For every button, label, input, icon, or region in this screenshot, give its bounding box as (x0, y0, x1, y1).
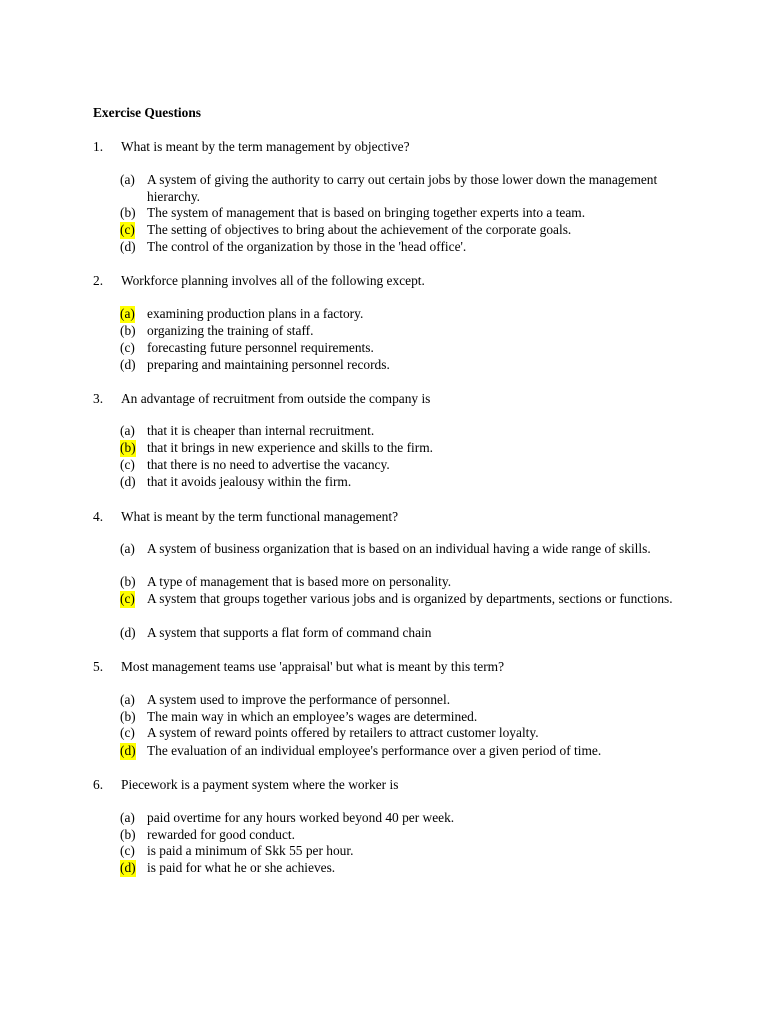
answer-option (120, 222, 690, 239)
answer-option (120, 205, 690, 222)
page-title: Exercise Questions (93, 105, 201, 120)
answer-option (120, 725, 690, 742)
option-text: that it avoids jealousy within the firm. (147, 474, 352, 489)
answer-option (120, 591, 690, 608)
option-text: A system of business organization that is based on an individual having a wide range of skills. (147, 541, 651, 556)
option-letter: (c) (120, 843, 135, 858)
question-text: Most management teams use 'appraisal' but what is meant by this term? (121, 659, 505, 674)
option-text: A system used to improve the performance of personnel. (147, 692, 451, 707)
option-letter-highlighted: (c) (120, 222, 135, 237)
question-text: What is meant by the term management by objective? (121, 139, 410, 154)
answer-option (120, 457, 690, 474)
answer-option (120, 574, 690, 591)
option-text: The system of management that is based on bringing together experts into a team. (147, 205, 586, 220)
option-letter: (a) (120, 692, 135, 707)
question-number: 5. (93, 659, 104, 674)
question-text: An advantage of recruitment from outside the company is (121, 391, 431, 406)
question-text: Workforce planning involves all of the following except. (121, 273, 425, 288)
option-letter-highlighted: (c) (120, 591, 135, 606)
option-text: A system of reward points offered by retailers to attract customer loyalty. (147, 725, 539, 740)
option-letter: (c) (120, 457, 135, 472)
answer-option (120, 692, 690, 709)
answer-option (120, 340, 690, 357)
option-letter: (d) (120, 625, 136, 640)
option-text: preparing and maintaining personnel records. (147, 357, 390, 372)
answer-option (120, 440, 690, 457)
answer-option (120, 172, 690, 206)
option-letter: (a) (120, 172, 135, 187)
option-text: A system of giving the authority to carry out certain jobs by those lower down the management hierarchy. (147, 172, 658, 204)
answer-option (120, 709, 690, 726)
answer-option (120, 357, 690, 374)
option-text: A type of management that is based more on personality. (147, 574, 452, 589)
question-text: What is meant by the term functional management? (121, 509, 399, 524)
answer-option (120, 860, 690, 877)
option-letter: (a) (120, 541, 135, 556)
question-number: 1. (93, 139, 104, 154)
option-text: The evaluation of an individual employee's performance over a given period of time. (147, 743, 602, 758)
option-letter-highlighted: (b) (120, 440, 136, 455)
option-text: A system that groups together various jobs and is organized by departments, sections or functions. (147, 591, 673, 606)
answer-option (120, 323, 690, 340)
option-text: that it is cheaper than internal recruitment. (147, 423, 375, 438)
option-letter: (d) (120, 239, 136, 254)
option-text: is paid a minimum of Skk 55 per hour. (147, 843, 354, 858)
answer-option (120, 474, 690, 491)
option-letter: (b) (120, 205, 136, 220)
option-text: that there is no need to advertise the vacancy. (147, 457, 390, 472)
option-text: is paid for what he or she achieves. (147, 860, 336, 875)
question-number: 2. (93, 273, 104, 288)
option-letter-highlighted: (d) (120, 860, 136, 875)
option-text: forecasting future personnel requirements. (147, 340, 374, 355)
option-letter: (b) (120, 323, 136, 338)
answer-option (120, 843, 690, 860)
answer-option (120, 239, 690, 256)
option-text: that it brings in new experience and skills to the firm. (147, 440, 433, 455)
option-letter: (d) (120, 474, 136, 489)
option-letter-highlighted: (a) (120, 306, 135, 321)
option-text: The setting of objectives to bring about the achievement of the corporate goals. (147, 222, 572, 237)
option-text: A system that supports a flat form of command chain (147, 625, 432, 640)
answer-option (120, 306, 690, 323)
option-letter: (c) (120, 725, 135, 740)
option-letter: (d) (120, 357, 136, 372)
option-text: The main way in which an employee’s wages are determined. (147, 709, 478, 724)
option-text: examining production plans in a factory. (147, 306, 364, 321)
answer-option (120, 810, 690, 827)
question-number: 3. (93, 391, 104, 406)
question-number: 6. (93, 777, 104, 792)
option-letter: (b) (120, 574, 136, 589)
answer-option (120, 827, 690, 844)
option-text: rewarded for good conduct. (147, 827, 295, 842)
option-letter: (c) (120, 340, 135, 355)
option-text: paid overtime for any hours worked beyond 40 per week. (147, 810, 455, 825)
option-text: The control of the organization by those in the 'head office'. (147, 239, 467, 254)
question-text: Piecework is a payment system where the worker is (121, 777, 399, 792)
option-letter: (a) (120, 423, 135, 438)
answer-option (120, 743, 690, 760)
answer-option (120, 423, 690, 440)
option-letter: (b) (120, 709, 136, 724)
option-letter-highlighted: (d) (120, 743, 136, 758)
answer-option (120, 541, 690, 558)
option-letter: (a) (120, 810, 135, 825)
question-number: 4. (93, 509, 104, 524)
answer-option (120, 625, 690, 642)
option-letter: (b) (120, 827, 136, 842)
option-text: organizing the training of staff. (147, 323, 314, 338)
